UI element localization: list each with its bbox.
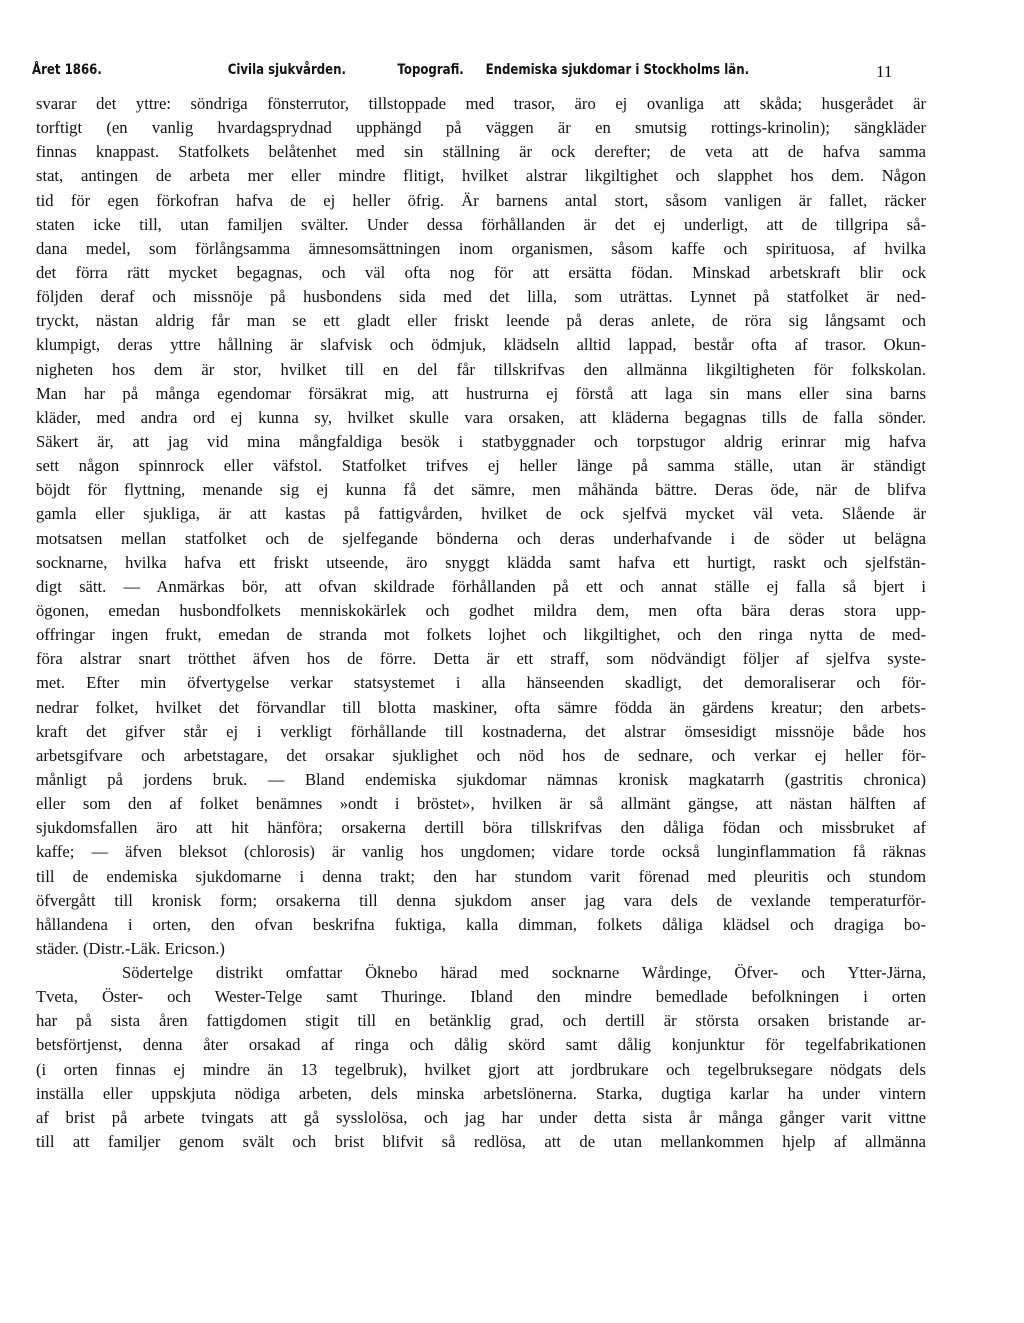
text-line: inställa eller uppskjuta nödiga arbeten, dels minska arbetslönerna. Starka, dugtiga karlar ha under vintern <box>36 1083 926 1103</box>
text-line: Man har på många egendomar försäkrat mig, att hustrurna ej förstå att laga sin mans eller sina barns <box>36 383 926 403</box>
header-title: Endemiska sjukdomar i Stockholms län. <box>485 62 750 78</box>
text-line: gamla eller sjukliga, är att kastas på fattigvården, hvilket de ock sjelfvä mycket väl veta. Slående är <box>36 504 926 524</box>
text-line: kaffe; — äfven bleksot (chlorosis) är vanlig hos ungdomen; vidare torde också lunginflammation få räknas <box>36 842 926 862</box>
text-line: finnas knappast. Statfolkets belåtenhet med sin ställning är ock derefter; de veta att de hafva samma <box>36 142 926 162</box>
text-line: betsförtjenst, denna åter orsakad af ringa och dålig skörd samt dålig konjunktur för tegelfabrikationen <box>36 1035 926 1055</box>
text-line: öfvergått till kronisk form; orsakerna till denna sjukdom anser jag vara dels de vexlande temperaturför- <box>36 890 926 910</box>
text-line: digt sätt. — Anmärkas bör, att ofvan skildrade förhållanden på ett och annat ställe ej falla så bjert i <box>36 576 926 596</box>
text-line: svarar det yttre: söndriga fönsterrutor, tillstoppade med trasor, äro ej ovanliga att skåda; husgerådet är <box>36 94 926 113</box>
running-header <box>32 62 778 86</box>
text-line: Säkert är, att jag vid mina mångfaldiga besök i statbyggnader och torpstugor aldrig erinrar mig hafva <box>36 431 926 451</box>
header-topic: Topografi. <box>397 62 464 78</box>
text-line: det förra rätt mycket begagnas, och väl ofta nog för att ersätta födan. Minskad arbetskraft blir ock <box>36 262 926 282</box>
text-line: kraft det gifver står ej i verkligt förhållande till kostnaderna, det alstrar ömsesidigt missnöje både hos <box>36 721 926 741</box>
text-line: har på sista åren fattigdomen stigit till en betänklig grad, och dertill är största orsaken bristande ar- <box>36 1011 926 1031</box>
text-line: torftigt (en vanlig hvardagsprydnad upphängd på väggen är en smutsig rottings-krinolin); sängkläder <box>36 118 926 138</box>
header-year: Året 1866. <box>32 62 102 78</box>
text-line: tid för egen förkofran hafva de ej heller öfrig. Är barnens antal stort, såsom vanligen är fallet, räcker <box>36 190 926 210</box>
text-line: föra alstrar snart trötthet äfven hos de förre. Detta är ett straff, som nödvändigt följer af sjelfva syste- <box>36 649 926 669</box>
text-line: tryckt, nästan aldrig får man se ett gladt eller friskt leende på deras anlete, de röra sig långsamt och <box>36 311 926 331</box>
text-line: klumpigt, deras yttre hållning är slafvisk och ödmjuk, klädseln alltid lappad, består ofta af trasor. Okun- <box>36 335 926 355</box>
text-line: stat, antingen de arbeta mer eller mindre flitigt, hvilket alstrar likgiltighet och slapphet hos dem. Någon <box>36 166 926 186</box>
text-line: hållandena i orten, den ofvan beskrifna fuktiga, kalla dimman, folkets dåliga klädsel och dragiga bo- <box>36 914 926 934</box>
text-line: månligt på jordens bruk. — Bland endemiska sjukdomar nämnas kronisk magkatarrh (gastritis chronica) <box>36 769 926 789</box>
text-line: socknarne, hvilka hafva ett friskt utseende, äro snyggt klädda samt hafva ett hurtigt, raskt och sjelfstän- <box>36 552 926 572</box>
text-line: kläder, med andra ord ej kunna sy, hvilket skulle vara orsaken, att kläderna begagnas tills de falla sönder. <box>36 407 926 427</box>
text-line: sjukdomsfallen äro att hit hänföra; orsakerna dertill böra tillskrifvas den dåliga födan och missbruket af <box>36 818 926 838</box>
text-line: offringar ingen frukt, emedan de stranda mot folkets lojhet och likgiltighet, och den ringa nytta de med- <box>36 625 926 645</box>
page-number: 11 <box>876 62 893 81</box>
text-line <box>36 1154 926 1178</box>
text-line: till de endemiska sjukdomarne i denna trakt; den har stundom varit förenad med pleuritis och stundom <box>36 866 926 886</box>
text-line: met. Efter min öfvertygelse verkar statsystemet i alla hänseenden skadligt, det demoraliserar och för- <box>36 673 926 693</box>
text-line: eller som den af folket benämnes »ondt i bröstet», hvilken är så allmänt gängse, att nästan hälften af <box>36 794 926 814</box>
text-line: staten icke till, utan familjen svälter. Under dessa förhållanden är det ej underligt, att de tillgripa så- <box>36 214 926 234</box>
text-line: sett någon spinnrock eller väfstol. Statfolket trifves ej heller länge på samma ställe, utan är ständigt <box>36 456 926 476</box>
paragraph-start: Södertelge distrikt omfattar Öknebo härad med socknarne Wårdinge, Öfver- och Ytter-Järna, <box>122 963 926 983</box>
text-line: ögonen, emedan husbondfolkets menniskokärlek och godhet mildra dem, men ofta bära deras stora upp- <box>36 600 926 620</box>
text-line: dana medel, som förlångsamma ämnesomsättningen inom organismen, såsom kaffe och spirituosa, af hvilka <box>36 238 926 258</box>
text-line: (i orten finnas ej mindre än 13 tegelbruk), hvilket gjort att jordbrukare och tegelbruksegare nödgats dels <box>36 1059 926 1079</box>
text-line: af brist på arbete tvingats att gå sysslolösa, och jag har under detta sista år många gånger varit vittne <box>36 1107 926 1127</box>
text-line: nedrar folket, hvilket det förvandlar till blotta maskiner, ofta sämre födda än gärdens kreatur; den arbets- <box>36 697 926 717</box>
text-line: böjdt för flyttning, menande sig ej kunna få det sämre, men måhända bättre. Deras öde, när de blifva <box>36 480 926 500</box>
text-line: städer. (Distr.-Läk. Ericson.) <box>36 938 225 958</box>
text-line: till att familjer genom svält och brist blifvit så redlösa, att de utan mellankommen hjelp af allmänna <box>36 1132 926 1152</box>
text-line: Tveta, Öster- och Wester-Telge samt Thuringe. Ibland den mindre bemedlade befolkningen i orten <box>36 987 926 1007</box>
text-line: följden deraf och missnöje på husbondens sida med det lilla, som uträttas. Lynnet på statfolket är ned- <box>36 287 926 307</box>
header-section: Civila sjukvården. <box>227 62 347 78</box>
text-line: arbetsgifvare och arbetstagare, det orsakar sjuklighet och nöd hos de sednare, och verkar ej heller för- <box>36 745 926 765</box>
text-line: motsatsen mellan statfolket och de sjelfegande bönderna och deras underhafvande i de söder ut belägna <box>36 528 926 548</box>
body-text <box>36 92 926 1178</box>
text-line: nigheten hos dem är stor, hvilket till en del får tillskrifvas den allmänna likgiltigheten för folkskolan. <box>36 359 926 379</box>
